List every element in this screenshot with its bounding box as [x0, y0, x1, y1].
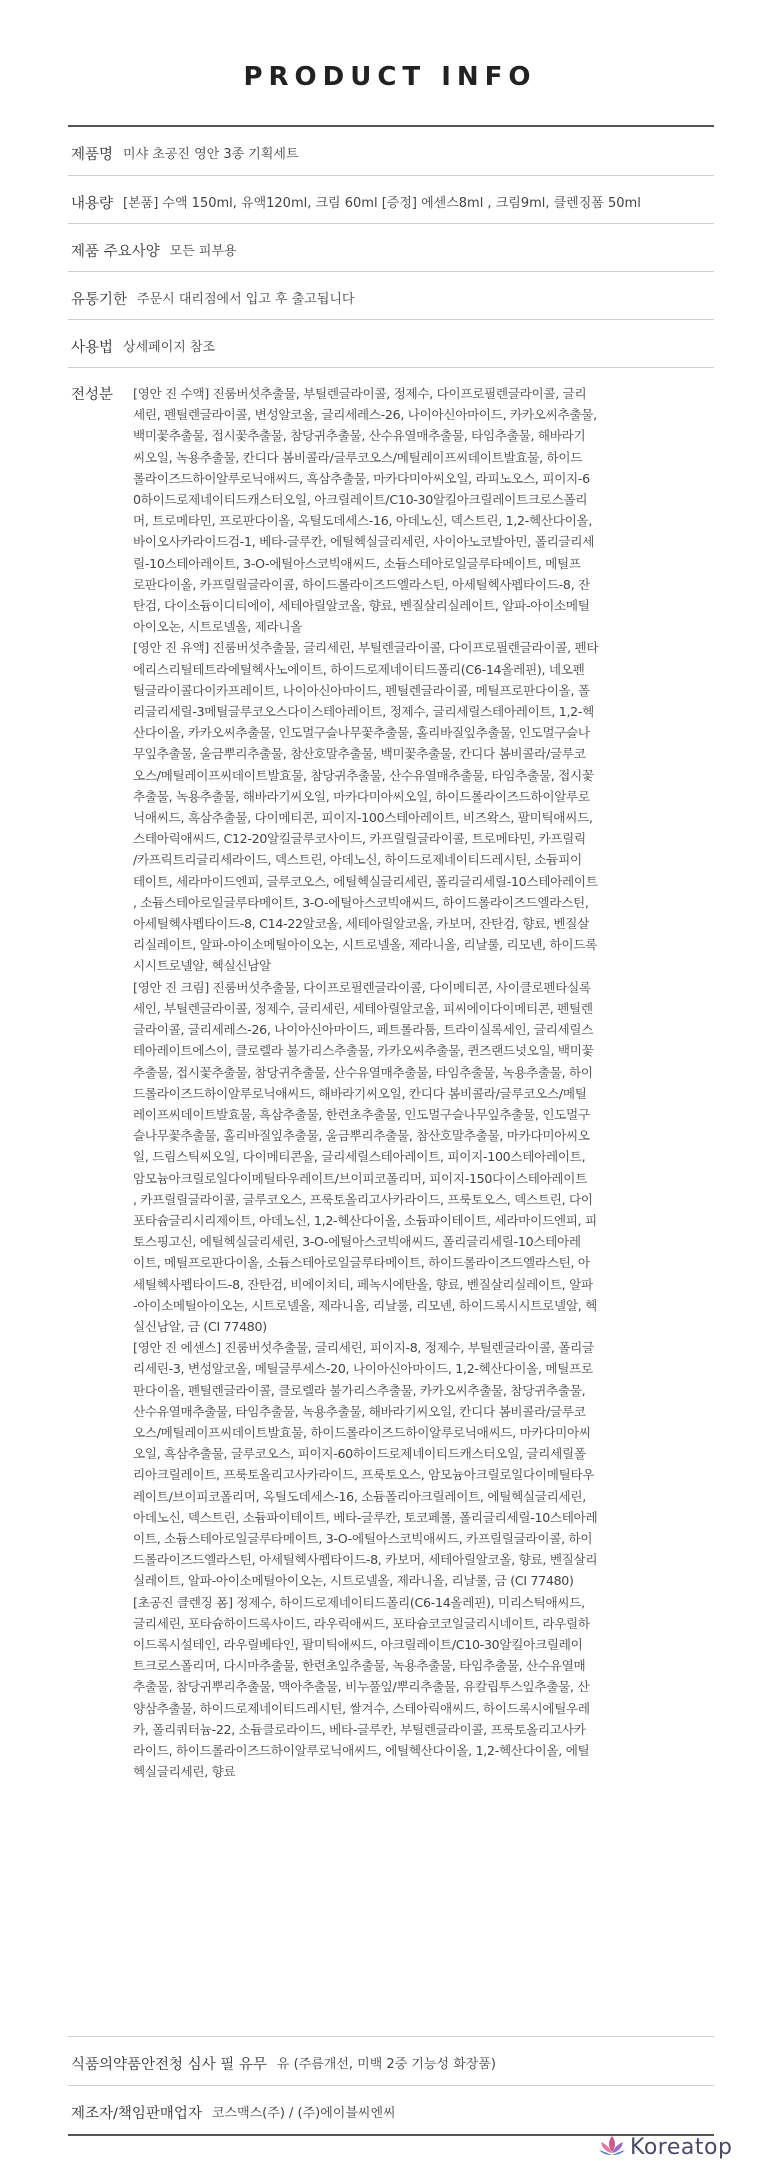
lotus-icon	[598, 2134, 626, 2160]
ingredient-line: 0하이드로제네이티드캐스터오일, 아크릴레이트/C10-30알킬아크릴레이트크로스폴리	[133, 492, 588, 508]
ingredient-line: 포타슘글리시리제이트, 아데노신, 1,2-헥산다이올, 소듐파이테이트, 세라마이드엔피, 피	[133, 1212, 597, 1228]
ingredient-line: 릴-10스테아레이트, 3-O-에틸아스코빅애씨드, 소듐스테아로일글루타메이트, 메틸프	[133, 555, 581, 571]
ingredient-line: 스테아릭애씨드, C12-20알킬글루코사이드, 카프릴릴글라이콜, 트로메타민, 카프릴릭	[133, 831, 586, 847]
ingredient-line: 세틸헥사펩타이드-8, 잔탄검, 비에이치티, 페녹시에탄올, 향료, 벤질살리실레이트, 알파	[133, 1276, 593, 1292]
ingredient-line: 실신남알, 금 (CI 77480)	[133, 1318, 267, 1334]
ingredient-line: 슬나무꽃추출물, 홀리바질잎추출물, 울금뿌리추출물, 참산호말추출물, 마카다미아씨오	[133, 1128, 590, 1144]
ingredient-line: 토스핑고신, 에틸헥실글리세린, 3-O-에틸아스코빅애씨드, 폴리글리세릴-10스테아레	[133, 1234, 581, 1250]
product-name-value: 미샤 초공진 영안 3종 기획세트	[123, 147, 299, 162]
ingredient-line: 추출물, 녹용추출물, 해바라기씨오일, 마카다미아씨오일, 하이드롤라이즈드하이알루로	[133, 788, 590, 804]
specs-label: 제품 주요사양	[71, 244, 160, 260]
product-info-table	[68, 125, 714, 2136]
row-manufacturer	[68, 2086, 714, 2136]
manufacturer-label: 제조자/책임판매업자	[71, 2106, 202, 2122]
ingredient-line: 틸글라이콜다이카프레이트, 나이아신아마이드, 펜틸렌글라이콜, 메틸프로판다이올, 폴	[133, 682, 590, 698]
ingredient-line: 레이트/브이피코폴리머, 옥틸도데세스-16, 소듐폴리아크릴레이트, 에틸헥실글리세린,	[133, 1488, 586, 1504]
koreatop-logo	[598, 2134, 732, 2160]
ingredient-line: 일, 드림스틱씨오일, 다이메티콘올, 글리세릴스테아레이트, 피이지-100스테아레이트,	[133, 1149, 586, 1165]
ingredients-label: 전성분	[71, 387, 114, 403]
volume-label: 내용량	[71, 196, 114, 212]
ingredient-line: [초공진 클렌징 폼] 정제수, 하이드로제네이티드폴리(C6-14올레핀), 미리스틱애씨드,	[133, 1594, 585, 1610]
ingredient-line: 롤라이즈드하이알루로닉애씨드, 흑삼추출물, 마카다미아씨오일, 라피노오스, 피이지-6	[133, 470, 590, 486]
ingredient-line: 산수유열매추출물, 타임추출물, 녹용추출물, 해바라기씨오일, 칸디다 봄비콜라/글루코	[133, 1403, 586, 1419]
ingredient-line: 리실레이트, 알파-아이소메틸아이오논, 시트로넬올, 제라니올, 리날룰, 리모넨, 하이드록	[133, 937, 597, 953]
row-ingredients	[68, 368, 714, 2037]
usage-label: 사용법	[71, 340, 114, 356]
ingredient-line: 닉애씨드, 흑삼추출물, 다이메티콘, 피이지-100스테아레이트, 비즈왁스, 팔미틱애씨드,	[133, 810, 593, 826]
ingredient-line: 트크로스폴리머, 다시마추출물, 한련초잎추출물, 녹용추출물, 타임추출물, 산수유열매	[133, 1658, 586, 1674]
ingredient-line: 리글리세릴-3메틸글루코오스다이스테아레이트, 정제수, 글리세릴스테아레이트, 1,2-헥	[133, 704, 594, 720]
ingredient-line: 글라이콜, 글리세레스-26, 나이아신아마이드, 페트롤라툼, 트라이실록세인, 글리세릴스	[133, 1022, 594, 1038]
food-drug-value: 유 (주름개선, 미백 2중 기능성 화장품)	[276, 2057, 496, 2072]
ingredient-line: 오스/메틸레이프씨데이트발효물, 하이드롤라이즈드하이알루로닉애씨드, 마카다미아씨	[133, 1424, 591, 1440]
ingredient-line: 이드록시설테인, 라우릴베타인, 팔미틱애씨드, 아크릴레이트/C10-30알킬아크릴레이	[133, 1636, 583, 1652]
specs-value: 모든 피부용	[169, 244, 237, 259]
usage-value: 상세페이지 참조	[123, 340, 216, 355]
ingredient-line: /카프릭트리글리세라이드, 덱스트린, 아데노신, 하이드로제네이티드레시틴, 소듐피이	[133, 852, 582, 868]
ingredient-line: 에리스리틸테트라에틸헥사노에이트, 하이드로제네이티드폴리(C6-14올레핀), 네오펜	[133, 661, 585, 677]
row-expiry	[68, 272, 714, 320]
ingredient-line: 이트, 소듐스테아로일글루타메이트, 3-O-에틸아스코빅애씨드, 카프릴릴글라이콜, 하이	[133, 1530, 593, 1546]
ingredient-line: 판다이올, 펜틸렌글라이콜, 클로렐라 불가리스추출물, 카카오씨추출물, 참당귀추출물,	[133, 1382, 586, 1398]
manufacturer-value: 코스맥스(주) / (주)에이블씨엔씨	[211, 2106, 396, 2121]
ingredient-line: 드롤라이즈드엘라스틴, 아세틸헥사펩타이드-8, 카보머, 세테아릴알코올, 향료, 벤질살리	[133, 1552, 598, 1568]
ingredient-line: 드롤라이즈드하이알루로닉애씨드, 해바라기씨오일, 칸디다 봄비콜라/글루코오스/메틸	[133, 1085, 587, 1101]
row-product-name	[68, 127, 714, 176]
ingredient-line: 암모늄아크릴로일다이메틸타우레이트/브이피코폴리머, 피이지-150다이스테아레이트	[133, 1170, 588, 1186]
ingredient-line: 아데노신, 덱스트린, 소듐파이테이트, 베타-글루칸, 토코페롤, 폴리글리세릴-10스테아레	[133, 1509, 598, 1525]
page-title: PRODUCT INFO	[243, 62, 537, 92]
ingredient-line: 양삼추출물, 하이드로제네이티드레시틴, 쌀겨수, 스테아릭애씨드, 하이드록시에틸우레	[133, 1700, 590, 1716]
expiry-label: 유통기한	[71, 292, 128, 308]
ingredient-line: 리아크릴레이트, 프룩토올리고사카라이드, 프룩토오스, 암모늄아크릴로일다이메틸타우	[133, 1467, 595, 1483]
ingredient-line: 무잎추출물, 울금뿌리추출물, 참산호말추출물, 백미꽃추출물, 칸디다 봄비콜라/글루코	[133, 746, 586, 762]
row-volume	[68, 176, 714, 224]
ingredient-line: [영안 진 수액] 진룸버섯추출물, 부틸렌글라이콜, 정제수, 다이프로필렌글라이콜, 글리	[133, 386, 587, 401]
ingredient-line: 오스/메틸레이프씨데이트발효물, 참당귀추출물, 산수유열매추출물, 타임추출물, 접시꽃	[133, 767, 594, 783]
ingredient-line: 추출물, 참당귀뿌리추출물, 맥아추출물, 비누풀잎/뿌리추출물, 유칼립투스잎추출물, 산	[133, 1679, 590, 1695]
ingredients-list	[133, 383, 708, 1782]
ingredient-line: 세인, 부틸렌글라이콜, 정제수, 글리세린, 세테아릴알코올, 피씨에이다이메티콘, 펜틸렌	[133, 1000, 593, 1016]
ingredient-line: 세린, 펜틸렌글라이콜, 변성알코올, 글리세레스-26, 나이아신아마이드, 카카오씨추출물,	[133, 407, 597, 423]
expiry-value: 주문시 대리점에서 입고 후 출고됩니다	[137, 292, 355, 307]
ingredient-line: 테아레이트에스이, 클로렐라 불가리스추출물, 카카오씨추출물, 퀸즈랜드넛오일, 백미꽃	[133, 1043, 594, 1059]
ingredient-line: 카, 폴리쿼터늄-22, 소듐클로라이드, 베타-글루칸, 부틸렌글라이콜, 프룩토올리고사카	[133, 1721, 586, 1737]
ingredient-line: 바이오사카라이드검-1, 베타-글루칸, 에틸헥실글리세린, 사이아노코발아민, 폴리글리세	[133, 534, 595, 550]
ingredient-line: 시시트로넬알, 헥실신남알	[133, 958, 271, 974]
ingredient-line: 씨오일, 녹용추출물, 칸디다 봄비콜라/글루코오스/메틸레이프씨데이트발효물, 하이드	[133, 449, 583, 465]
volume-value: [본품] 수액 150ml, 유액120ml, 크림 60ml [증정] 에센스8ml , 크림9ml, 클렌징폼 50ml	[123, 196, 641, 211]
logo-text: Koreatop	[630, 2134, 733, 2160]
ingredient-line: 라이드, 하이드롤라이즈드하이알루로닉애씨드, 에틸헥산다이올, 1,2-헥산다이올, 에틸	[133, 1743, 590, 1758]
ingredient-line: , 소듐스테아로일글루타메이트, 3-O-에틸아스코빅애씨드, 하이드롤라이즈드엘라스틴,	[133, 894, 589, 910]
ingredient-line: 글리세린, 포타슘하이드록사이드, 라우릭애씨드, 포타슘코코일글리시네이트, 라우릴하	[133, 1615, 590, 1631]
row-usage	[68, 320, 714, 368]
row-food-drug	[68, 2037, 714, 2086]
ingredient-line: -아이소메틸아이오논, 시트로넬올, 제라니올, 리날룰, 리모넨, 하이드록시시트로넬알, 헥	[133, 1297, 597, 1313]
ingredient-line: 오일, 흑삼추출물, 글루코오스, 피이지-60하이드로제네이티드캐스터오일, 글리세릴폴	[133, 1446, 586, 1462]
ingredient-line: 실레이트, 알파-아이소메틸아이오논, 시트로넬올, 제라니올, 리날룰, 금 (CI 77480)	[133, 1573, 574, 1589]
ingredient-line: 탄검, 다이소듐이디티에이, 세테아릴알코올, 향료, 벤질살리실레이트, 알파-아이소메틸	[133, 598, 590, 614]
ingredient-line: 리세린-3, 변성알코올, 메틸글루세스-20, 나이아신아마이드, 1,2-헥산다이올, 메틸프로	[133, 1361, 593, 1377]
ingredient-line: 로판다이올, 카프릴릴글라이콜, 하이드롤라이즈드엘라스틴, 아세틸헥사펩타이드-8, 잔	[133, 576, 590, 592]
ingredient-line: [영안 진 크림] 진룸버섯추출물, 다이프로필렌글라이콜, 다이메티콘, 사이클로펜타실록	[133, 979, 591, 995]
ingredient-line: 산다이올, 카카오씨추출물, 인도멀구슬나무꽃추출물, 홀리바질잎추출물, 인도멀구슬나	[133, 725, 590, 741]
ingredient-line: 아이오논, 시트로넬올, 제라니올	[133, 619, 303, 635]
ingredient-line: 테이트, 세라마이드엔피, 글루코오스, 에틸헥실글리세린, 폴리글리세릴-10스테아레이트	[133, 873, 598, 889]
ingredient-line: 추출물, 접시꽃추출물, 참당귀추출물, 산수유열매추출물, 타임추출물, 녹용추출물, 하이	[133, 1064, 593, 1080]
product-name-label: 제품명	[71, 147, 114, 163]
ingredient-line: [영안 진 에센스] 진룸버섯추출물, 글리세린, 피이지-8, 정제수, 부틸렌글라이콜, 폴리글	[133, 1340, 594, 1356]
row-specs	[68, 224, 714, 272]
ingredient-line: , 카프릴릴글라이콜, 글루코오스, 프룩토올리고사카라이드, 프룩토오스, 덱스트린, 다이	[133, 1191, 593, 1207]
ingredient-line: 레이프씨데이트발효물, 흑삼추출물, 한련초추출물, 인도멀구슬나무잎추출물, 인도멀구	[133, 1106, 590, 1122]
ingredient-line: [영안 진 유액] 진룸버섯추출물, 글리세린, 부틸렌글라이콜, 다이프로필렌글라이콜, 펜타	[133, 640, 599, 656]
ingredient-line: 머, 트로메타민, 프로판다이올, 옥틸도데세스-16, 아데노신, 덱스트린, 1,2-헥산다이올,	[133, 513, 593, 529]
food-drug-label: 식품의약품안전청 심사 필 유무	[71, 2057, 267, 2073]
ingredient-line: 아세틸헥사펩타이드-8, C14-22알코올, 세테아릴알코올, 카보머, 잔탄검, 향료, 벤질살	[133, 916, 589, 932]
ingredient-line: 헥실글리세린, 향료	[133, 1764, 236, 1780]
ingredient-line: 이트, 메틸프로판다이올, 소듐스테아로일글루타메이트, 하이드롤라이즈드엘라스틴, 아	[133, 1255, 590, 1271]
ingredient-line: 백미꽃추출물, 접시꽃추출물, 참당귀추출물, 산수유열매추출물, 타임추출물, 해바라기	[133, 428, 586, 444]
